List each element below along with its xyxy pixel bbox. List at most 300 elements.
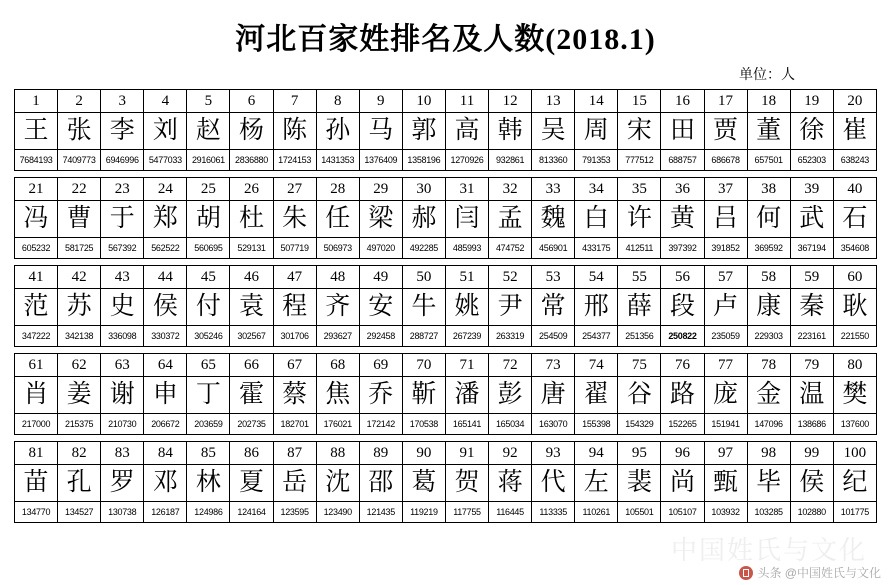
surname-cell: 裴 <box>618 465 661 502</box>
count-cell: 6946996 <box>101 150 144 171</box>
rank-cell: 1 <box>15 90 58 113</box>
count-cell: 657501 <box>747 150 790 171</box>
count-cell: 777512 <box>618 150 661 171</box>
rank-cell: 91 <box>445 442 488 465</box>
surname-cell: 蒋 <box>489 465 532 502</box>
surname-cell: 马 <box>359 113 402 150</box>
rank-cell: 4 <box>144 90 187 113</box>
rank-cell: 66 <box>230 354 273 377</box>
surname-cell: 郑 <box>144 201 187 238</box>
count-cell: 492285 <box>402 238 445 259</box>
surname-cell: 郭 <box>402 113 445 150</box>
count-cell: 121435 <box>359 502 402 523</box>
rank-cell: 95 <box>618 442 661 465</box>
surname-cell: 靳 <box>402 377 445 414</box>
rank-cell: 36 <box>661 178 704 201</box>
surname-cell: 焦 <box>316 377 359 414</box>
surname-cell: 吕 <box>704 201 747 238</box>
count-cell: 605232 <box>15 238 58 259</box>
surname-cell: 田 <box>661 113 704 150</box>
surname-cell: 谷 <box>618 377 661 414</box>
table-block-spacer <box>15 171 877 178</box>
surname-cell: 沈 <box>316 465 359 502</box>
spacer-cell <box>15 435 877 442</box>
count-cell: 932861 <box>489 150 532 171</box>
count-row <box>15 502 877 523</box>
surname-cell: 秦 <box>790 289 833 326</box>
count-cell: 206672 <box>144 414 187 435</box>
count-cell: 1724153 <box>273 150 316 171</box>
surname-cell: 徐 <box>790 113 833 150</box>
surname-cell: 安 <box>359 289 402 326</box>
surname-row <box>15 201 877 238</box>
count-cell: 250822 <box>661 326 704 347</box>
rank-cell: 10 <box>402 90 445 113</box>
surname-cell: 崔 <box>833 113 876 150</box>
count-cell: 367194 <box>790 238 833 259</box>
surname-cell: 杜 <box>230 201 273 238</box>
rank-cell: 63 <box>101 354 144 377</box>
count-cell: 155398 <box>575 414 618 435</box>
surname-cell: 韩 <box>489 113 532 150</box>
count-cell: 217000 <box>15 414 58 435</box>
surname-cell: 陈 <box>273 113 316 150</box>
surname-cell: 牛 <box>402 289 445 326</box>
surname-cell: 张 <box>58 113 101 150</box>
count-cell: 433175 <box>575 238 618 259</box>
page-title: 河北百家姓排名及人数(2018.1) <box>235 23 656 56</box>
surname-cell: 薛 <box>618 289 661 326</box>
rank-cell: 98 <box>747 442 790 465</box>
rank-row <box>15 442 877 465</box>
rank-cell: 41 <box>15 266 58 289</box>
watermark <box>739 564 881 581</box>
count-row <box>15 150 877 171</box>
surname-cell: 霍 <box>230 377 273 414</box>
count-cell: 229303 <box>747 326 790 347</box>
surname-cell: 路 <box>661 377 704 414</box>
surname-cell: 谢 <box>101 377 144 414</box>
surname-cell: 贺 <box>445 465 488 502</box>
count-cell: 123595 <box>273 502 316 523</box>
count-cell: 123490 <box>316 502 359 523</box>
surname-row <box>15 113 877 150</box>
rank-cell: 39 <box>790 178 833 201</box>
count-cell: 342138 <box>58 326 101 347</box>
count-cell: 182701 <box>273 414 316 435</box>
rank-cell: 93 <box>532 442 575 465</box>
surname-cell: 姜 <box>58 377 101 414</box>
rank-row <box>15 90 877 113</box>
rank-cell: 81 <box>15 442 58 465</box>
rank-cell: 88 <box>316 442 359 465</box>
rank-cell: 75 <box>618 354 661 377</box>
surname-ranking-table <box>14 89 877 523</box>
surname-cell: 段 <box>661 289 704 326</box>
rank-cell: 84 <box>144 442 187 465</box>
surname-cell: 罗 <box>101 465 144 502</box>
rank-cell: 28 <box>316 178 359 201</box>
surname-cell: 邵 <box>359 465 402 502</box>
count-cell: 176021 <box>316 414 359 435</box>
rank-cell: 40 <box>833 178 876 201</box>
rank-cell: 80 <box>833 354 876 377</box>
rank-cell: 67 <box>273 354 316 377</box>
surname-row <box>15 289 877 326</box>
surname-cell: 董 <box>747 113 790 150</box>
surname-cell: 刘 <box>144 113 187 150</box>
rank-cell: 74 <box>575 354 618 377</box>
rank-cell: 54 <box>575 266 618 289</box>
rank-cell: 58 <box>747 266 790 289</box>
surname-cell: 袁 <box>230 289 273 326</box>
rank-cell: 76 <box>661 354 704 377</box>
count-cell: 102880 <box>790 502 833 523</box>
surname-cell: 潘 <box>445 377 488 414</box>
count-cell: 497020 <box>359 238 402 259</box>
rank-cell: 22 <box>58 178 101 201</box>
surname-cell: 林 <box>187 465 230 502</box>
rank-cell: 15 <box>618 90 661 113</box>
count-cell: 267239 <box>445 326 488 347</box>
rank-cell: 38 <box>747 178 790 201</box>
rank-cell: 27 <box>273 178 316 201</box>
surname-cell: 唐 <box>532 377 575 414</box>
surname-cell: 何 <box>747 201 790 238</box>
rank-cell: 87 <box>273 442 316 465</box>
count-cell: 105501 <box>618 502 661 523</box>
spacer-cell <box>15 347 877 354</box>
surname-cell: 彭 <box>489 377 532 414</box>
rank-cell: 49 <box>359 266 402 289</box>
rank-cell: 90 <box>402 442 445 465</box>
rank-cell: 57 <box>704 266 747 289</box>
count-cell: 302567 <box>230 326 273 347</box>
rank-cell: 35 <box>618 178 661 201</box>
count-cell: 170538 <box>402 414 445 435</box>
rank-cell: 62 <box>58 354 101 377</box>
rank-cell: 18 <box>747 90 790 113</box>
surname-cell: 高 <box>445 113 488 150</box>
count-cell: 293627 <box>316 326 359 347</box>
rank-cell: 64 <box>144 354 187 377</box>
count-cell: 560695 <box>187 238 230 259</box>
surname-cell: 朱 <box>273 201 316 238</box>
count-cell: 288727 <box>402 326 445 347</box>
count-cell: 202735 <box>230 414 273 435</box>
logo-icon <box>739 566 753 580</box>
surname-row <box>15 377 877 414</box>
surname-cell: 付 <box>187 289 230 326</box>
count-cell: 172142 <box>359 414 402 435</box>
surname-cell: 赵 <box>187 113 230 150</box>
rank-cell: 45 <box>187 266 230 289</box>
count-cell: 330372 <box>144 326 187 347</box>
rank-cell: 3 <box>101 90 144 113</box>
count-cell: 412511 <box>618 238 661 259</box>
unit-label: 单位：人 <box>739 68 795 83</box>
count-cell: 110261 <box>575 502 618 523</box>
rank-cell: 12 <box>489 90 532 113</box>
rank-cell: 29 <box>359 178 402 201</box>
surname-cell: 丁 <box>187 377 230 414</box>
count-cell: 567392 <box>101 238 144 259</box>
ghost-watermark: 中国姓氏与文化 <box>670 536 867 565</box>
surname-cell: 乔 <box>359 377 402 414</box>
rank-cell: 24 <box>144 178 187 201</box>
surname-cell: 姚 <box>445 289 488 326</box>
count-cell: 165141 <box>445 414 488 435</box>
count-cell: 101775 <box>833 502 876 523</box>
rank-cell: 16 <box>661 90 704 113</box>
rank-cell: 73 <box>532 354 575 377</box>
rank-cell: 26 <box>230 178 273 201</box>
surname-cell: 石 <box>833 201 876 238</box>
rank-cell: 71 <box>445 354 488 377</box>
rank-cell: 68 <box>316 354 359 377</box>
surname-cell: 左 <box>575 465 618 502</box>
count-cell: 638243 <box>833 150 876 171</box>
surname-cell: 尚 <box>661 465 704 502</box>
count-cell: 506973 <box>316 238 359 259</box>
rank-cell: 51 <box>445 266 488 289</box>
rank-cell: 100 <box>833 442 876 465</box>
rank-cell: 46 <box>230 266 273 289</box>
count-cell: 103932 <box>704 502 747 523</box>
rank-cell: 20 <box>833 90 876 113</box>
surname-cell: 邓 <box>144 465 187 502</box>
surname-cell: 程 <box>273 289 316 326</box>
count-cell: 221550 <box>833 326 876 347</box>
count-cell: 103285 <box>747 502 790 523</box>
surname-cell: 肖 <box>15 377 58 414</box>
surname-row <box>15 465 877 502</box>
count-cell: 686678 <box>704 150 747 171</box>
rank-cell: 19 <box>790 90 833 113</box>
surname-cell: 范 <box>15 289 58 326</box>
count-cell: 152265 <box>661 414 704 435</box>
surname-cell: 宋 <box>618 113 661 150</box>
surname-cell: 周 <box>575 113 618 150</box>
count-cell: 7684193 <box>15 150 58 171</box>
rank-cell: 55 <box>618 266 661 289</box>
surname-cell: 卢 <box>704 289 747 326</box>
surname-cell: 侯 <box>790 465 833 502</box>
count-cell: 254509 <box>532 326 575 347</box>
surname-cell: 胡 <box>187 201 230 238</box>
surname-cell: 曹 <box>58 201 101 238</box>
surname-cell: 孔 <box>58 465 101 502</box>
count-cell: 305246 <box>187 326 230 347</box>
rank-row <box>15 354 877 377</box>
count-cell: 397392 <box>661 238 704 259</box>
rank-cell: 31 <box>445 178 488 201</box>
surname-cell: 贾 <box>704 113 747 150</box>
rank-cell: 48 <box>316 266 359 289</box>
count-cell: 113335 <box>532 502 575 523</box>
count-cell: 117755 <box>445 502 488 523</box>
rank-cell: 23 <box>101 178 144 201</box>
count-cell: 203659 <box>187 414 230 435</box>
count-cell: 138686 <box>790 414 833 435</box>
count-cell: 791353 <box>575 150 618 171</box>
rank-cell: 86 <box>230 442 273 465</box>
surname-cell: 吴 <box>532 113 575 150</box>
rank-cell: 43 <box>101 266 144 289</box>
rank-cell: 6 <box>230 90 273 113</box>
count-cell: 7409773 <box>58 150 101 171</box>
rank-cell: 25 <box>187 178 230 201</box>
rank-cell: 83 <box>101 442 144 465</box>
count-cell: 134527 <box>58 502 101 523</box>
count-cell: 137600 <box>833 414 876 435</box>
surname-cell: 翟 <box>575 377 618 414</box>
surname-cell: 魏 <box>532 201 575 238</box>
rank-cell: 44 <box>144 266 187 289</box>
count-cell: 263319 <box>489 326 532 347</box>
surname-cell: 金 <box>747 377 790 414</box>
rank-cell: 89 <box>359 442 402 465</box>
rank-cell: 99 <box>790 442 833 465</box>
surname-cell: 康 <box>747 289 790 326</box>
count-cell: 130738 <box>101 502 144 523</box>
count-cell: 347222 <box>15 326 58 347</box>
surname-cell: 杨 <box>230 113 273 150</box>
rank-cell: 5 <box>187 90 230 113</box>
count-row <box>15 326 877 347</box>
rank-cell: 42 <box>58 266 101 289</box>
count-cell: 254377 <box>575 326 618 347</box>
count-cell: 5477033 <box>144 150 187 171</box>
surname-cell: 冯 <box>15 201 58 238</box>
rank-cell: 96 <box>661 442 704 465</box>
count-cell: 369592 <box>747 238 790 259</box>
surname-cell: 申 <box>144 377 187 414</box>
count-cell: 1358196 <box>402 150 445 171</box>
surname-cell: 于 <box>101 201 144 238</box>
surname-cell: 白 <box>575 201 618 238</box>
surname-cell: 王 <box>15 113 58 150</box>
rank-cell: 92 <box>489 442 532 465</box>
count-cell: 2916061 <box>187 150 230 171</box>
rank-cell: 9 <box>359 90 402 113</box>
count-cell: 2836880 <box>230 150 273 171</box>
rank-cell: 59 <box>790 266 833 289</box>
rank-cell: 2 <box>58 90 101 113</box>
surname-cell: 郝 <box>402 201 445 238</box>
rank-row <box>15 178 877 201</box>
rank-cell: 82 <box>58 442 101 465</box>
watermark-text: 头条 @中国姓氏与文化 <box>757 566 881 580</box>
table-container <box>0 89 891 523</box>
count-cell: 119219 <box>402 502 445 523</box>
count-cell: 1376409 <box>359 150 402 171</box>
surname-cell: 齐 <box>316 289 359 326</box>
rank-cell: 56 <box>661 266 704 289</box>
count-cell: 251356 <box>618 326 661 347</box>
surname-cell: 黄 <box>661 201 704 238</box>
rank-cell: 72 <box>489 354 532 377</box>
surname-cell: 岳 <box>273 465 316 502</box>
surname-cell: 梁 <box>359 201 402 238</box>
count-cell: 165034 <box>489 414 532 435</box>
surname-cell: 尹 <box>489 289 532 326</box>
rank-cell: 85 <box>187 442 230 465</box>
rank-cell: 34 <box>575 178 618 201</box>
rank-cell: 65 <box>187 354 230 377</box>
count-cell: 1431353 <box>316 150 359 171</box>
table-block-spacer <box>15 435 877 442</box>
count-cell: 105107 <box>661 502 704 523</box>
surname-cell: 侯 <box>144 289 187 326</box>
surname-cell: 庞 <box>704 377 747 414</box>
count-cell: 215375 <box>58 414 101 435</box>
surname-cell: 夏 <box>230 465 273 502</box>
rank-cell: 94 <box>575 442 618 465</box>
rank-cell: 37 <box>704 178 747 201</box>
surname-cell: 蔡 <box>273 377 316 414</box>
count-cell: 688757 <box>661 150 704 171</box>
count-row <box>15 414 877 435</box>
surname-cell: 樊 <box>833 377 876 414</box>
rank-cell: 14 <box>575 90 618 113</box>
table-block-spacer <box>15 259 877 266</box>
count-row <box>15 238 877 259</box>
count-cell: 813360 <box>532 150 575 171</box>
count-cell: 154329 <box>618 414 661 435</box>
surname-cell: 史 <box>101 289 144 326</box>
rank-cell: 47 <box>273 266 316 289</box>
count-cell: 134770 <box>15 502 58 523</box>
count-cell: 163070 <box>532 414 575 435</box>
surname-cell: 邢 <box>575 289 618 326</box>
surname-cell: 温 <box>790 377 833 414</box>
count-cell: 1270926 <box>445 150 488 171</box>
surname-cell: 孙 <box>316 113 359 150</box>
count-cell: 223161 <box>790 326 833 347</box>
count-cell: 529131 <box>230 238 273 259</box>
count-cell: 391852 <box>704 238 747 259</box>
count-cell: 124986 <box>187 502 230 523</box>
count-cell: 235059 <box>704 326 747 347</box>
count-cell: 474752 <box>489 238 532 259</box>
count-cell: 147096 <box>747 414 790 435</box>
count-cell: 354608 <box>833 238 876 259</box>
count-cell: 507719 <box>273 238 316 259</box>
surname-cell: 苏 <box>58 289 101 326</box>
surname-cell: 毕 <box>747 465 790 502</box>
rank-cell: 11 <box>445 90 488 113</box>
count-cell: 151941 <box>704 414 747 435</box>
surname-cell: 武 <box>790 201 833 238</box>
surname-cell: 许 <box>618 201 661 238</box>
count-cell: 124164 <box>230 502 273 523</box>
count-cell: 210730 <box>101 414 144 435</box>
count-cell: 301706 <box>273 326 316 347</box>
surname-cell: 代 <box>532 465 575 502</box>
rank-cell: 60 <box>833 266 876 289</box>
count-cell: 562522 <box>144 238 187 259</box>
rank-cell: 53 <box>532 266 575 289</box>
table-body <box>15 90 877 523</box>
surname-cell: 苗 <box>15 465 58 502</box>
rank-cell: 33 <box>532 178 575 201</box>
surname-cell: 葛 <box>402 465 445 502</box>
rank-cell: 30 <box>402 178 445 201</box>
count-cell: 126187 <box>144 502 187 523</box>
rank-cell: 77 <box>704 354 747 377</box>
rank-cell: 50 <box>402 266 445 289</box>
